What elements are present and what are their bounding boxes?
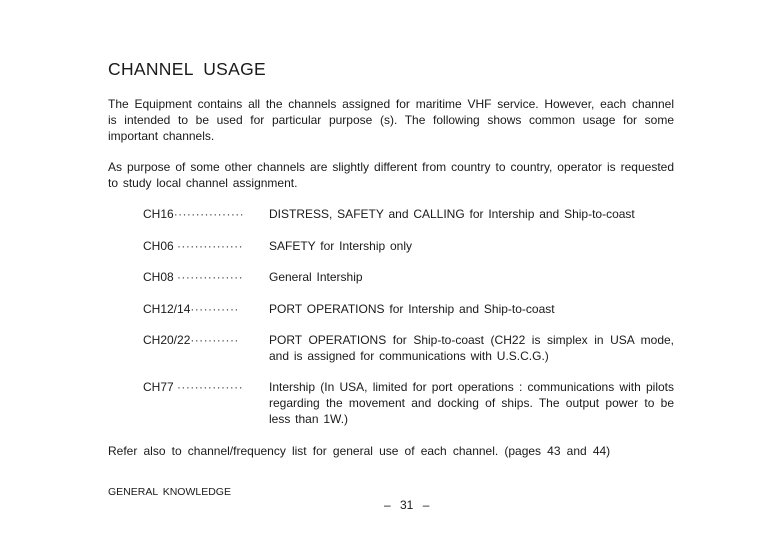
closing-paragraph: Refer also to channel/frequency list for general use of each channel. (pages 43 and 44) <box>108 444 611 458</box>
channel-code: CH20/22 <box>143 333 191 347</box>
leader-dots: ··········· <box>190 333 239 347</box>
channel-code: CH12/14 <box>143 302 191 316</box>
page-number: – 31 – <box>384 498 430 512</box>
assignment-paragraph: As purpose of some other channels are slightly different from country to country, operator is requested to study local channel assignment. <box>108 160 674 190</box>
leader-dots: ··············· <box>177 270 243 284</box>
leader-dots: ··········· <box>190 302 239 316</box>
channel-description: General Intership <box>269 270 363 284</box>
channel-code-label <box>143 269 243 285</box>
leader-dots: ··············· <box>177 239 243 253</box>
channel-code-label <box>143 238 243 254</box>
channel-code: CH77 <box>143 380 174 394</box>
channel-code-label <box>143 332 239 348</box>
channel-description: PORT OPERATIONS for Ship-to-coast (CH22 is simplex in USA mode, and is assigned for communications with U.S.C.G.) <box>269 333 674 363</box>
channel-description: DISTRESS, SAFETY and CALLING for Intership and Ship-to-coast <box>269 207 635 221</box>
leader-dots: ··············· <box>177 380 243 394</box>
section-footer: GENERAL KNOWLEDGE <box>108 486 231 498</box>
channel-code: CH08 <box>143 270 174 284</box>
page-title: CHANNEL USAGE <box>108 59 267 79</box>
channel-code-label <box>143 379 243 395</box>
channel-code: CH16 <box>143 207 174 221</box>
channel-code: CH06 <box>143 239 174 253</box>
channel-code-label <box>143 301 239 317</box>
channel-description: Intership (In USA, limited for port operations : communications with pilots regarding the movement and docking of ships. The output power to be less than 1W.) <box>269 380 674 426</box>
leader-dots: ················ <box>173 207 245 221</box>
intro-paragraph: The Equipment contains all the channels assigned for maritime VHF service. However, each channel is intended to be used for particular purpose (s). The following shows common usage for some important channels. <box>108 97 674 143</box>
channel-description: PORT OPERATIONS for Intership and Ship-to-coast <box>269 302 555 316</box>
channel-code-label <box>143 206 244 222</box>
channel-description: SAFETY for Intership only <box>269 239 413 253</box>
